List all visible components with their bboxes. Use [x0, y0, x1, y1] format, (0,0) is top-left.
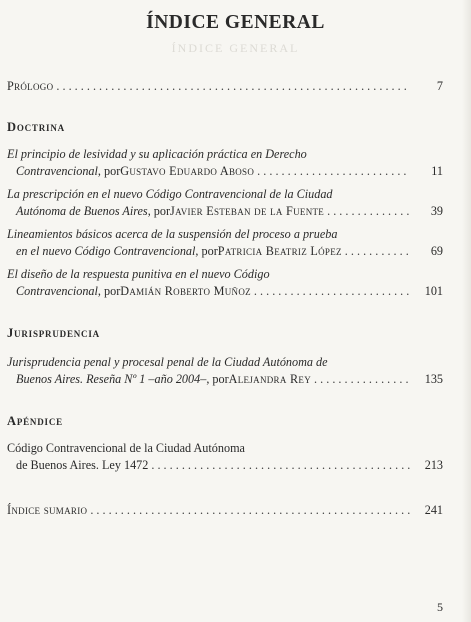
toc-entry-label: Índice sumario [7, 503, 88, 517]
page-number: 69 [430, 243, 443, 258]
entry-title-line: Contravencional [16, 283, 98, 298]
page-number: 241 [424, 503, 443, 517]
page-edge-shadow [462, 0, 471, 622]
toc-entry [7, 226, 443, 259]
entry-title-line: Buenos Aires. Reseña Nº 1 –año 2004– [16, 371, 207, 386]
page-number: 39 [430, 203, 443, 218]
entry-title-line: La prescripción en el nuevo Código Contravencional de la Ciudad [7, 187, 333, 201]
toc-entry [7, 146, 443, 179]
toc-entry [7, 266, 443, 299]
dot-leader [327, 203, 410, 220]
entry-by: , por [97, 163, 121, 178]
page-folio: 5 [437, 600, 443, 614]
dot-leader [345, 243, 410, 260]
toc-entry [7, 354, 443, 387]
entry-author: Damián Roberto Muñoz [120, 283, 251, 298]
dot-leader [56, 78, 410, 95]
toc-entry-prologo [7, 78, 443, 95]
entry-title-line: El principio de lesividad y su aplicación práctica en Derecho [7, 147, 307, 161]
bleed-through-text: ÍNDICE GENERAL [171, 41, 300, 55]
toc-entry [7, 440, 443, 473]
entry-title-line: Jurisprudencia penal y procesal penal de la Ciudad Autónoma de [7, 355, 328, 369]
entry-by: , por [147, 203, 171, 218]
page-number: 11 [431, 163, 443, 178]
section-heading-jurisprudencia: Jurisprudencia [7, 326, 100, 340]
page-number: 135 [424, 371, 443, 386]
entry-title-line: El diseño de la respuesta punitiva en el nuevo Código [7, 267, 270, 281]
entry-author: Gustavo Eduardo Aboso [120, 163, 255, 178]
dot-leader [314, 371, 410, 388]
entry-author: Patricia Beatriz López [217, 243, 342, 258]
entry-title-line: Lineamientos básicos acerca de la suspensión del proceso a prueba [7, 227, 338, 241]
toc-entry-label: Prólogo [7, 79, 54, 93]
entry-author: Alejandra Rey [228, 371, 312, 386]
toc-entry-indice-sumario [7, 502, 443, 519]
entry-title-line: de Buenos Aires. Ley 1472 [16, 457, 149, 472]
entry-by: , por [195, 243, 218, 258]
entry-title-line: Autónoma de Buenos Aires [16, 203, 148, 218]
toc-entry [7, 186, 443, 219]
page-number: 101 [424, 283, 443, 298]
entry-title-line: Contravencional [16, 163, 98, 178]
page-number: 213 [424, 457, 443, 472]
section-heading-apendice: Apéndice [7, 414, 63, 428]
entry-by: , por [97, 283, 121, 298]
dot-leader [151, 457, 410, 474]
entry-title-line: Código Contravencional de la Ciudad Autónoma [7, 441, 245, 455]
dot-leader [254, 283, 410, 300]
entry-by: , por [206, 371, 229, 386]
section-heading-doctrina: Doctrina [7, 120, 65, 134]
page-number: 7 [436, 79, 443, 93]
entry-title-line: en el nuevo Código Contravencional [16, 243, 196, 258]
entry-author: Javier Esteban de la Fuente [170, 203, 325, 218]
page-title: ÍNDICE GENERAL [146, 12, 325, 33]
dot-leader [90, 502, 410, 519]
dot-leader [257, 163, 410, 180]
